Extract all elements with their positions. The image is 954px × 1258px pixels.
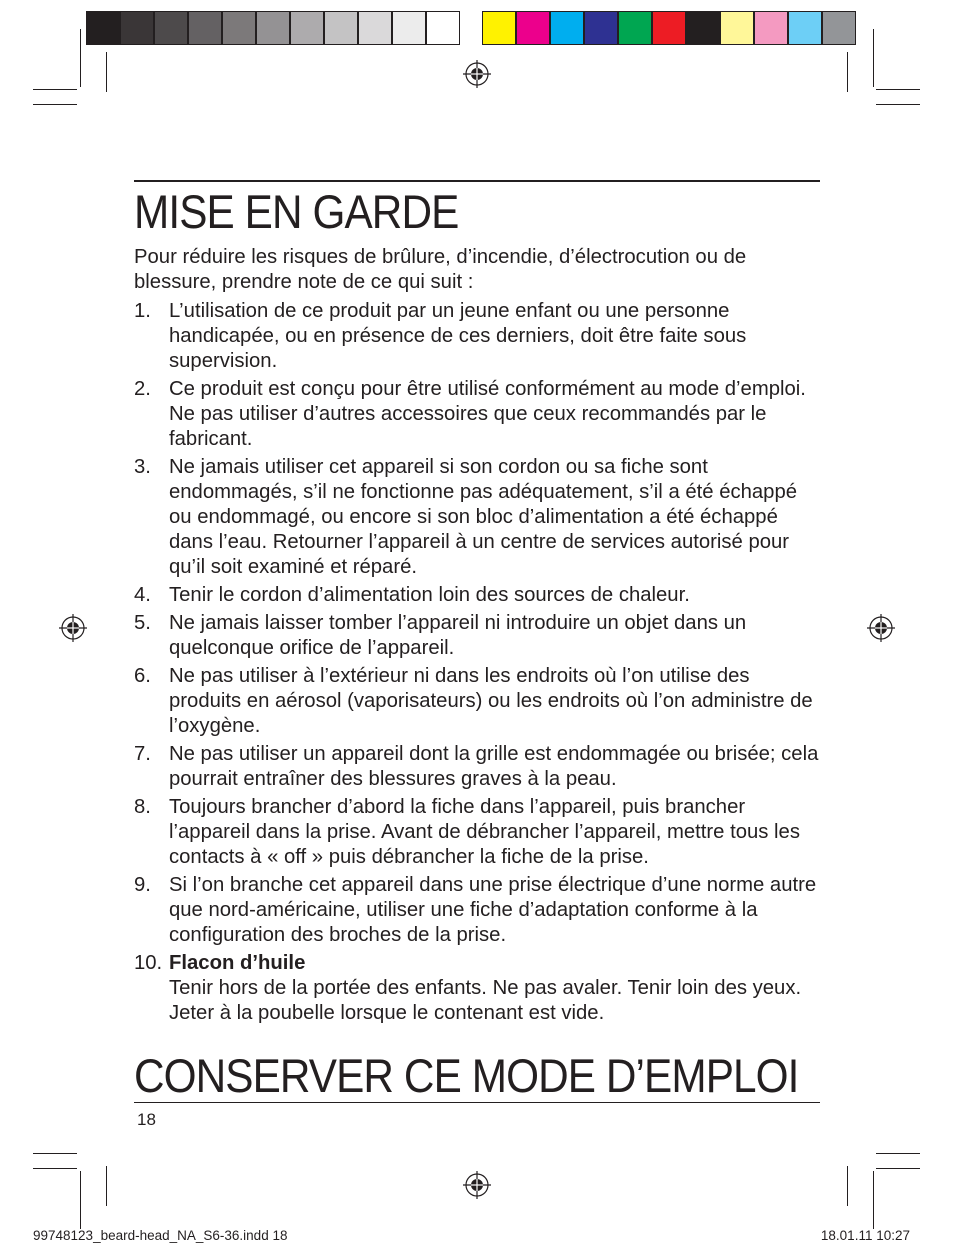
color-swatch <box>482 11 516 45</box>
item-number: 7. <box>134 743 151 765</box>
intro-paragraph: Pour réduire les risques de brûlure, d’incendie, d’électrocution ou de blessure, prendre note de ce qui suit : <box>134 246 747 293</box>
color-swatch <box>392 11 426 45</box>
list-item <box>134 299 824 374</box>
crop-mark <box>106 52 107 92</box>
footer-file-info: 99748123_beard-head_NA_S6-36.indd 18 <box>33 1228 288 1243</box>
item-heading: Flacon d’huile <box>169 952 306 974</box>
item-text: Tenir hors de la portée des enfants. Ne pas avaler. Tenir loin des yeux. Jeter à la poubelle lorsque le contenant est vide. <box>169 977 802 1024</box>
registration-mark-icon <box>866 613 896 643</box>
crop-mark <box>873 1171 874 1229</box>
item-number: 4. <box>134 584 151 606</box>
registration-mark-icon <box>462 59 492 89</box>
item-text: Ne pas utiliser un appareil dont la grille est endommagée ou brisée; cela pourrait entraîner des blessures graves à la peau. <box>169 743 819 790</box>
crop-mark <box>33 1168 77 1169</box>
list-item <box>134 611 824 661</box>
color-swatch <box>788 11 822 45</box>
list-item <box>134 583 824 608</box>
item-number: 9. <box>134 874 151 896</box>
crop-mark <box>873 29 874 87</box>
list-item <box>134 377 824 452</box>
closing-title: CONSERVER CE MODE D’EMPLOI <box>134 1049 799 1102</box>
crop-mark <box>80 29 81 87</box>
item-number: 1. <box>134 300 151 322</box>
item-number: 5. <box>134 612 151 634</box>
color-swatch <box>584 11 618 45</box>
color-swatch <box>290 11 324 45</box>
page-number: 18 <box>137 1110 156 1129</box>
top-rule <box>134 180 820 182</box>
crop-mark <box>847 52 848 92</box>
crop-mark <box>33 1153 77 1154</box>
crop-mark <box>876 104 920 105</box>
color-swatch <box>324 11 358 45</box>
color-swatch <box>86 11 120 45</box>
color-calibration-bar <box>482 11 856 47</box>
warning-list <box>134 299 824 1029</box>
color-swatch <box>516 11 550 45</box>
item-text: Ne pas utiliser à l’extérieur ni dans les endroits où l’on utilise des produits en aérosol (vaporisateurs) ou les endroits où l’on administre de l’oxygène. <box>169 665 813 737</box>
item-text: Tenir le cordon d’alimentation loin des sources de chaleur. <box>169 584 690 606</box>
color-swatch <box>618 11 652 45</box>
list-item <box>134 455 824 580</box>
list-item <box>134 795 824 870</box>
crop-mark <box>876 1153 920 1154</box>
color-swatch <box>652 11 686 45</box>
bottom-rule <box>134 1102 820 1103</box>
item-text: L’utilisation de ce produit par un jeune enfant ou une personne handicapée, ou en présence de ces derniers, doit être faite sous supervision. <box>169 300 747 372</box>
color-swatch <box>256 11 290 45</box>
crop-mark <box>876 89 920 90</box>
crop-mark <box>106 1166 107 1206</box>
footer-date-time: 18.01.11 10:27 <box>820 1228 910 1243</box>
color-swatch <box>686 11 720 45</box>
grayscale-calibration-bar <box>86 11 460 47</box>
color-swatch <box>120 11 154 45</box>
registration-mark-icon <box>462 1170 492 1200</box>
crop-mark <box>847 1166 848 1206</box>
color-swatch <box>222 11 256 45</box>
item-number: 2. <box>134 378 151 400</box>
registration-mark-icon <box>58 613 88 643</box>
color-swatch <box>550 11 584 45</box>
item-number: 10. <box>134 952 163 974</box>
crop-mark <box>33 89 77 90</box>
list-item <box>134 951 824 1026</box>
color-swatch <box>822 11 856 45</box>
item-number: 8. <box>134 796 151 818</box>
list-item <box>134 742 824 792</box>
color-swatch <box>358 11 392 45</box>
item-text: Ce produit est conçu pour être utilisé conformément au mode d’emploi. Ne pas utiliser d’autres accessoires que ceux recommandés par le fabricant. <box>169 378 806 450</box>
item-text: Si l’on branche cet appareil dans une prise électrique d’une norme autre que nord-américaine, utiliser une fiche d’adaptation conforme à la configuration des broches de la prise. <box>169 874 817 946</box>
color-swatch <box>720 11 754 45</box>
crop-mark <box>80 1171 81 1229</box>
item-text: Ne jamais utiliser cet appareil si son cordon ou sa fiche sont endommagés, s’il ne fonctionne pas adéquatement, s’il a été échappé ou endommagé, ou encore si son bloc d’alimentation a été échappé dans l’eau. Retourner l’appareil à un centre de services autorisé pour qu’il soit examiné et réparé. <box>169 456 798 578</box>
list-item <box>134 664 824 739</box>
color-swatch <box>154 11 188 45</box>
item-number: 3. <box>134 456 151 478</box>
color-swatch <box>426 11 460 45</box>
page-title: MISE EN GARDE <box>134 185 459 238</box>
item-text: Toujours brancher d’abord la fiche dans l’appareil, puis brancher l’appareil dans la prise. Avant de débrancher l’appareil, mettre tous les contacts à « off » puis débrancher la fiche de la prise. <box>169 796 800 868</box>
color-swatch <box>188 11 222 45</box>
list-item <box>134 873 824 948</box>
crop-mark <box>876 1168 920 1169</box>
crop-mark <box>33 104 77 105</box>
color-swatch <box>754 11 788 45</box>
item-text: Ne jamais laisser tomber l’appareil ni introduire un objet dans un quelconque orifice de l’appareil. <box>169 612 747 659</box>
item-number: 6. <box>134 665 151 687</box>
